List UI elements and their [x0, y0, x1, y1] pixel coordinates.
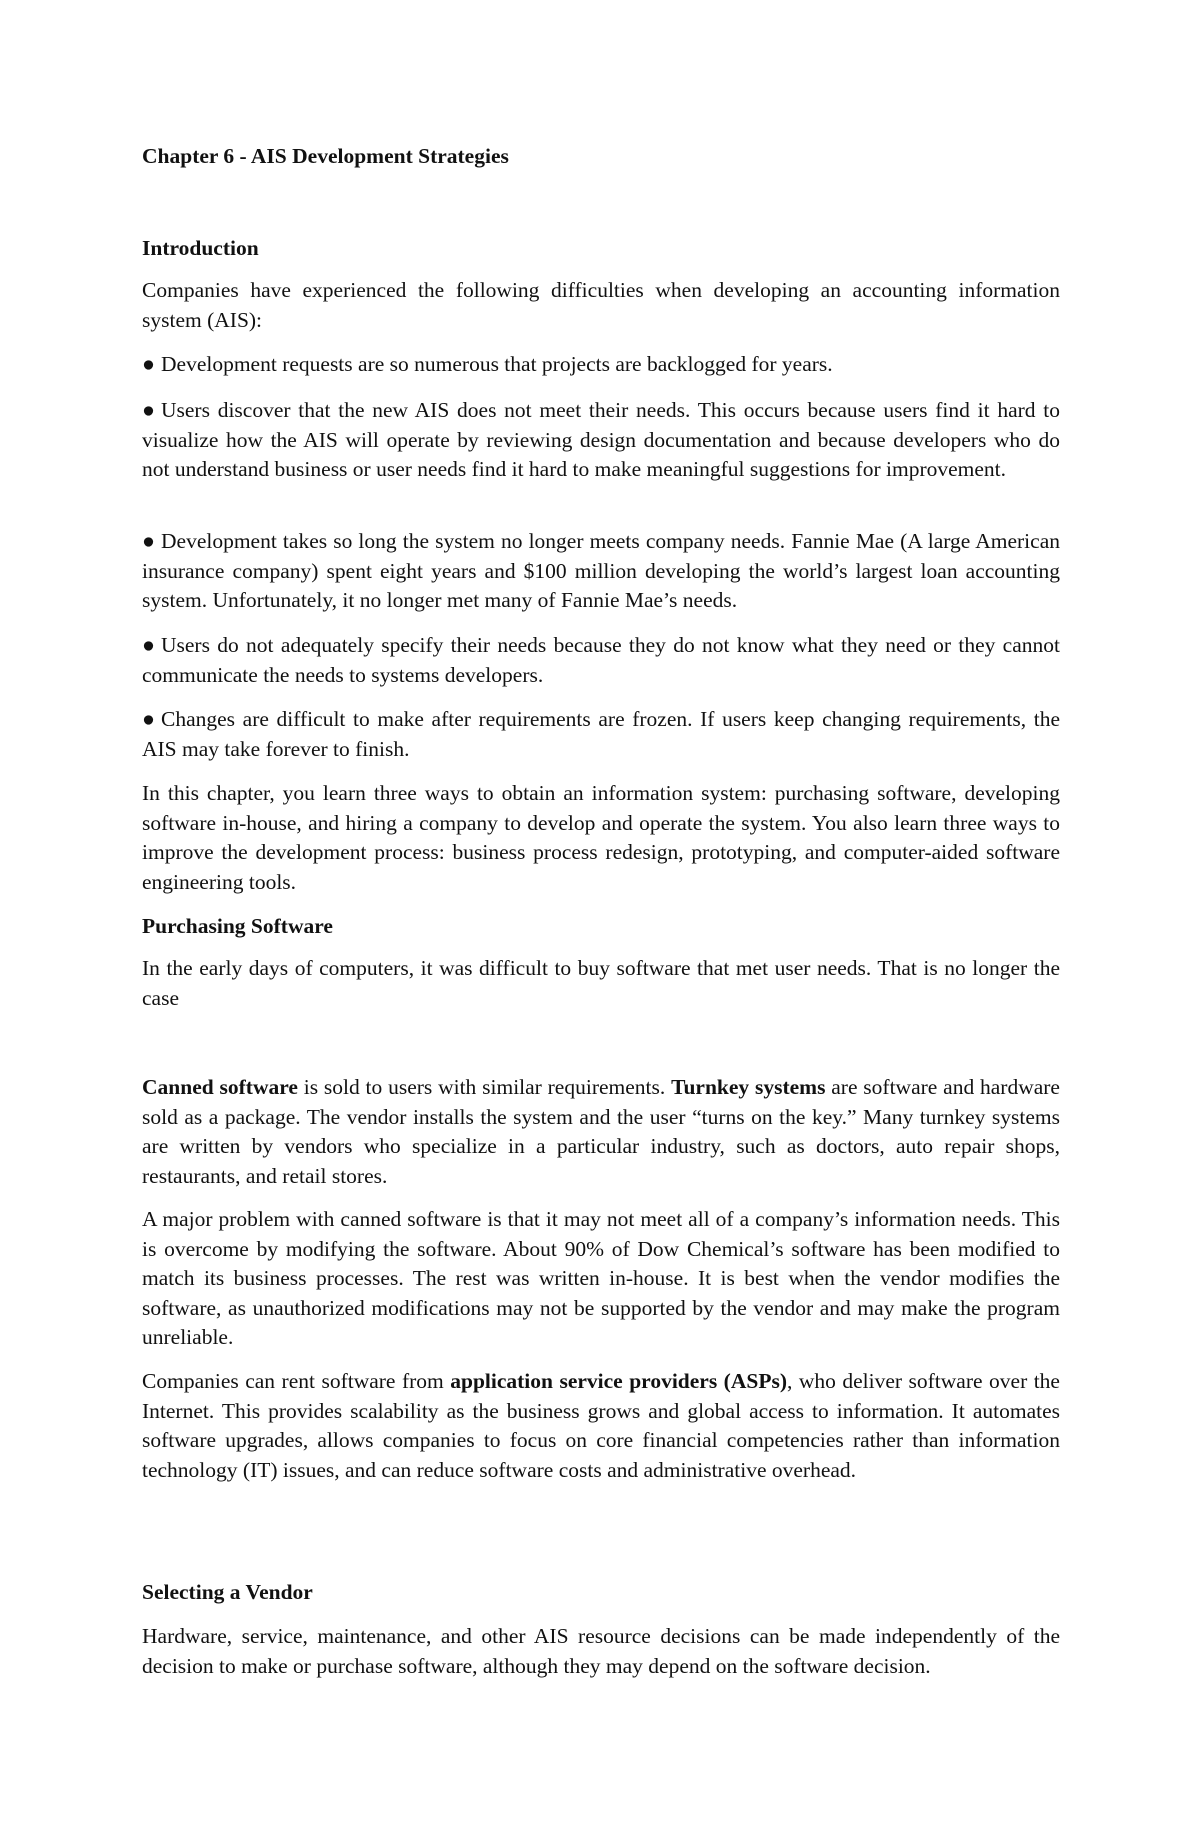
asp-term: application service providers (ASPs) [450, 1369, 787, 1393]
bullet-item [142, 631, 1060, 690]
canned-problem-paragraph: A major problem with canned software is that it may not meet all of a company’s information needs. This is overcome by modifying the software. About 90% of Dow Chemical’s software has been modified to match its business processes. The rest was written in-house. It is best when the vendor modifies the software, as unauthorized modifications may not be supported by the vendor and may make the program unreliable. [142, 1207, 1060, 1349]
bullet-item [142, 527, 1060, 616]
canned-software-paragraph [142, 1073, 1060, 1191]
bullet-text: Development requests are so numerous that projects are backlogged for years. [161, 352, 833, 376]
vendor-paragraph: Hardware, service, maintenance, and other AIS resource decisions can be made independently of the decision to make or purchase software, although they may depend on the software decision. [142, 1624, 1060, 1678]
chapter-title: Chapter 6 - AIS Development Strategies [142, 144, 509, 168]
bullet-icon: ● [142, 529, 155, 553]
bullet-icon: ● [142, 707, 155, 731]
selecting-vendor-heading: Selecting a Vendor [142, 1580, 313, 1604]
intro-paragraph: Companies have experienced the following difficulties when developing an accounting information system (AIS): [142, 278, 1060, 332]
bullet-item [142, 396, 1060, 485]
canned-text-part: is sold to users with similar requirements. [297, 1075, 672, 1099]
asp-text-part: , who deliver software over the Internet. This provides scalability as the business grows and global access to information. It automates software upgrades, allows companies to focus on core financial competencies rather than information technology (IT) issues, and can reduce software costs and administrative overhead. [142, 1369, 1060, 1482]
chapter-overview-paragraph: In this chapter, you learn three ways to obtain an information system: purchasing software, developing software in-house, and hiring a company to develop and operate the system. You also learn three ways to improve the development process: business process redesign, prototyping, and computer-aided software engineering tools. [142, 781, 1060, 894]
bullet-icon: ● [142, 398, 155, 422]
bullet-icon: ● [142, 633, 155, 657]
canned-software-term: Canned software [142, 1075, 298, 1099]
bullet-text: Users do not adequately specify their needs because they do not know what they need or they cannot communicate the needs to systems developers. [142, 633, 1060, 687]
bullet-item [142, 705, 1060, 764]
bullet-item [142, 350, 1060, 380]
bullet-text: Development takes so long the system no longer meets company needs. Fannie Mae (A large American insurance company) spent eight years and $100 million developing the world’s largest loan accounting system. Unfortunately, it no longer met many of Fannie Mae’s needs. [142, 529, 1060, 612]
turnkey-systems-term: Turnkey systems [671, 1075, 826, 1099]
purchasing-paragraph: In the early days of computers, it was difficult to buy software that met user needs. That is no longer the case [142, 956, 1060, 1010]
bullet-text: Users discover that the new AIS does not meet their needs. This occurs because users find it hard to visualize how the AIS will operate by reviewing design documentation and because developers who do not understand business or user needs find it hard to make meaningful suggestions for improvement. [142, 398, 1060, 481]
bullet-icon: ● [142, 352, 155, 376]
canned-text-part: are software and hardware sold as a package. The vendor installs the system and the user “turns on the key.” Many turnkey systems are written by vendors who specialize in a particular industry, such as doctors, auto repair shops, restaurants, and retail stores. [142, 1075, 1060, 1188]
asp-paragraph [142, 1367, 1060, 1485]
purchasing-software-heading: Purchasing Software [142, 914, 333, 938]
introduction-heading: Introduction [142, 236, 259, 260]
bullet-text: Changes are difficult to make after requirements are frozen. If users keep changing requirements, the AIS may take forever to finish. [142, 707, 1060, 761]
asp-text-part: Companies can rent software from [142, 1369, 451, 1393]
